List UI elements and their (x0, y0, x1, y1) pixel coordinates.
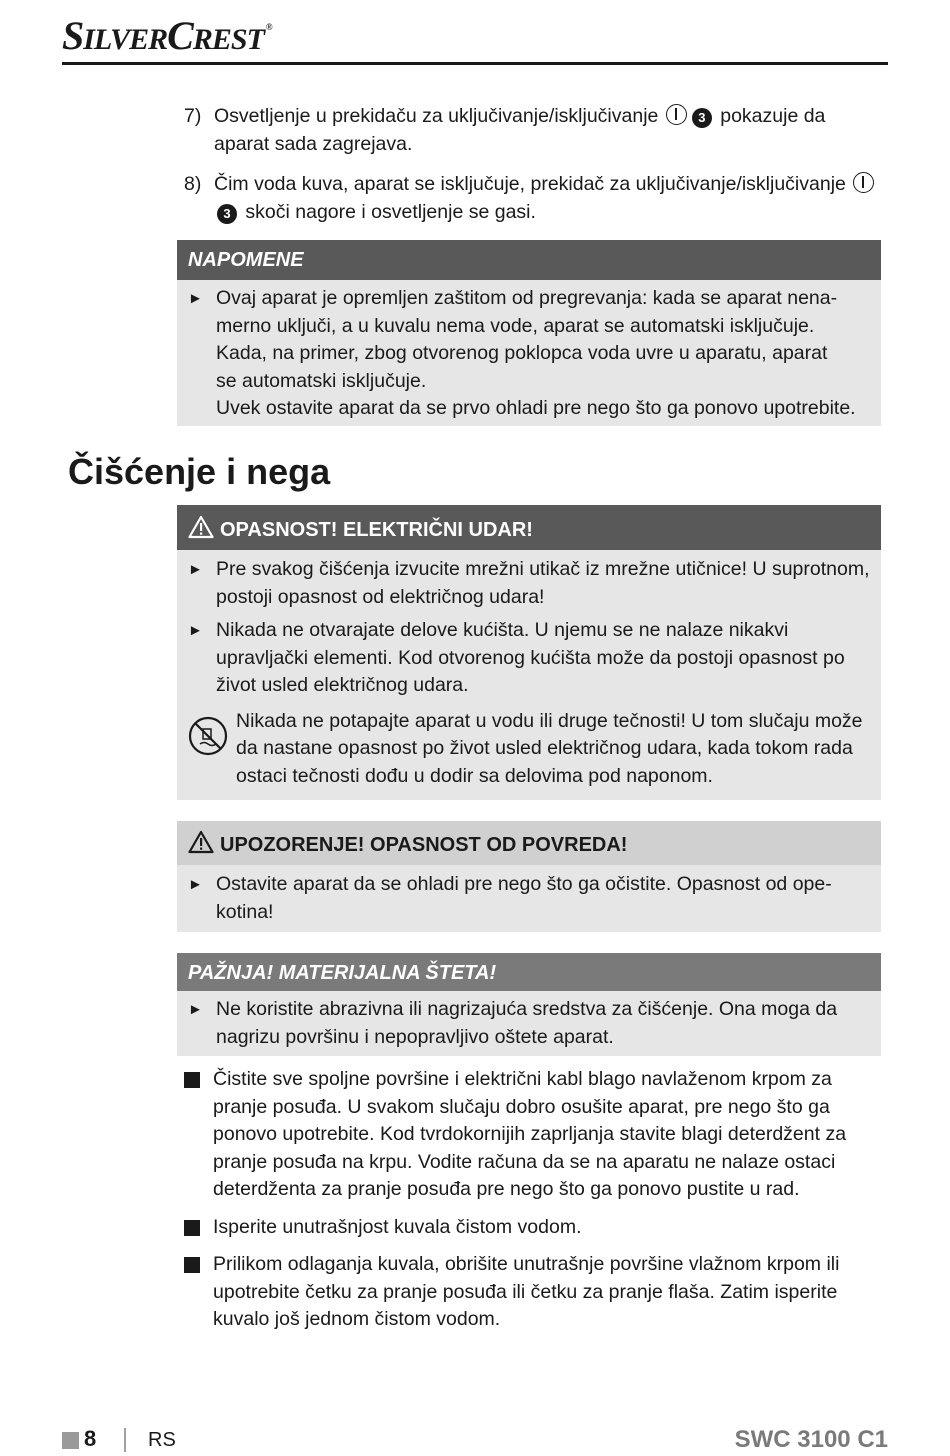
step-number: 8) (184, 173, 202, 195)
square-bullet-icon (184, 1220, 200, 1236)
notes-box (177, 240, 881, 426)
bullet-triangle-icon: ► (188, 1001, 203, 1018)
warning-box (177, 821, 881, 932)
bullet-triangle-icon: ► (188, 290, 203, 307)
no-immersion-icon (188, 716, 228, 756)
danger-title-bar (177, 505, 881, 550)
list-item: Isperite unutrašnjost kuvala čistom vodom. (184, 1214, 874, 1242)
footer-square-icon (62, 1432, 79, 1449)
list-item: ► Pre svakog čišćenja izvucite mrežni utikač iz mrežne utičnice! U suprotnom, postoji opasnost od električnog udara! (188, 556, 871, 611)
steps-list (184, 103, 884, 239)
bullet-triangle-icon: ► (188, 622, 203, 639)
list-item: ► Ovaj aparat je opremljen zaštitom od pregrevanja: kada se aparat nena- merno uključi, a u kuvalu nema vode, aparat se automatski isključuje. Kada, na primer, zbog otvorenog poklopca voda uvre u aparatu, aparat se automatski isključuje. Uvek ostavite aparat da se prvo ohladi pre nego što ga ponovo upotrebite. (188, 285, 871, 423)
danger-title: OPASNOST! ELEKTRIČNI UDAR! (220, 519, 533, 541)
ref-number-badge: 3 (692, 108, 712, 128)
section-title: Čišćenje i nega (68, 451, 331, 492)
ref-number-badge: 3 (217, 204, 237, 224)
page-number: 8 (84, 1426, 97, 1451)
footer-divider (124, 1428, 126, 1452)
attention-box (177, 953, 881, 1056)
power-switch-icon (853, 172, 874, 193)
page-footer (62, 1424, 888, 1456)
no-immersion-warning: Nikada ne potapajte aparat u vodu ili druge tečnosti! U tom slučaju može da nastane opasnost po život usled električnog udara, kada tokom rada ostaci tečnosti dođu u dodir sa delovima pod naponom. (188, 708, 871, 791)
warning-title-bar (177, 821, 881, 865)
list-item: ► Ostavite aparat da se ohladi pre nego što ga očistite. Opasnost od ope- kotina! (188, 871, 871, 926)
language-code: RS (148, 1429, 176, 1451)
step-item: 7) Osvetljenje u prekidaču za uključivanje/isključivanje 3 pokazuje da aparat sada zagrejava. (184, 103, 884, 158)
danger-box (177, 505, 881, 800)
list-item: ► Ne koristite abrazivna ili nagrizajuća sredstva za čišćenje. Ona moga da nagrizu površinu i nepopravljivo oštete aparat. (188, 996, 871, 1051)
bullet-triangle-icon: ► (188, 876, 203, 893)
model-number: SWC 3100 C1 (734, 1426, 888, 1453)
list-item: ► Nikada ne otvarajate delove kućišta. U njemu se ne nalaze nikakvi upravljački elementi. Kod otvorenog kućišta može da postoji opasnost po život usled električnog udara. (188, 617, 871, 700)
page-header (62, 8, 888, 65)
power-switch-icon (666, 104, 687, 125)
step-item: 8) Čim voda kuva, aparat se isključuje, prekidač za uključivanje/isključivanje 3 skoči nagore i osvetljenje se gasi. (184, 171, 884, 226)
square-bullet-icon (184, 1072, 200, 1088)
notes-title: NAPOMENE (177, 240, 881, 280)
step-number: 7) (184, 105, 202, 127)
silvercrest-logo: SILVERCREST ® (62, 13, 272, 58)
attention-title: PAŽNJA! MATERIJALNA ŠTETA! (177, 953, 881, 991)
warning-triangle-icon (188, 515, 214, 539)
square-bullet-icon (184, 1257, 200, 1273)
list-item: Prilikom odlaganja kuvala, obrišite unutrašnje površine vlažnom krpom ili upotrebite četku za pranje posuđa ili četku za pranje flaša. Zatim isperite kuvalo još jednom čistom vodom. (184, 1251, 874, 1334)
warning-title: UPOZORENJE! OPASNOST OD POVREDA! (220, 834, 628, 856)
bullet-triangle-icon: ► (188, 561, 203, 578)
list-item: Čistite sve spoljne površine i električni kabl blago navlaženom krpom za pranje posuđa. U svakom slučaju dobro osušite aparat, pre nego što ga ponovo upotrebite. Kod tvrdokornijih zaprljanja stavite blagi deterdžent za pranje posuđa na krpu. Vodite računa da se na aparatu ne nalaze ostaci deterdženta za pranje posuđa pre nego što ga ponovo pustite u rad. (184, 1066, 874, 1204)
warning-triangle-icon (188, 830, 214, 854)
cleaning-instructions (184, 1066, 874, 1344)
